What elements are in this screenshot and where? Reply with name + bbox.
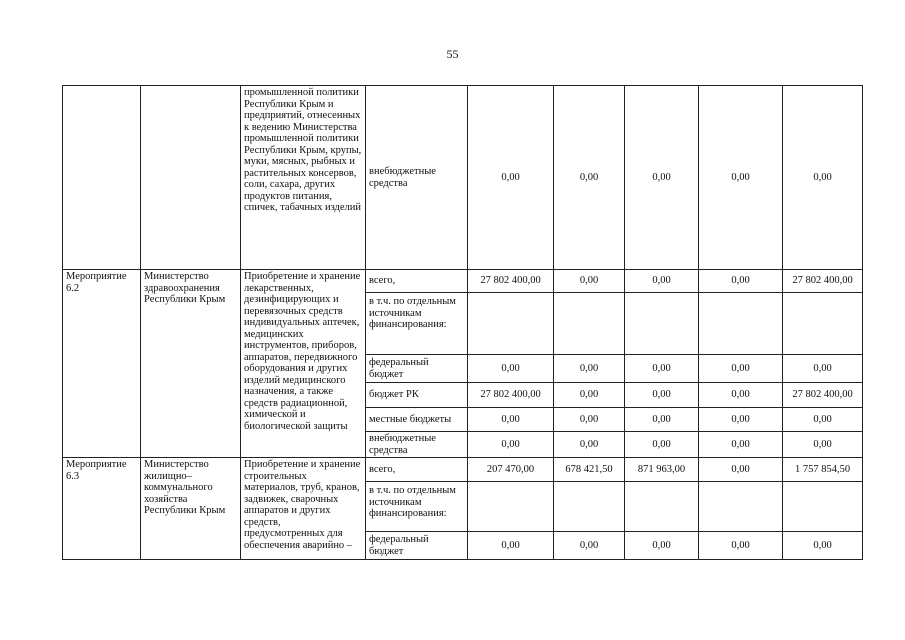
value-cell: 0,00: [468, 432, 554, 458]
measure-cell: [63, 86, 141, 270]
value-cell: 0,00: [783, 532, 863, 560]
value-cell: 0,00: [783, 86, 863, 270]
value-cell: 0,00: [783, 432, 863, 458]
value-cell: 0,00: [625, 383, 699, 408]
value-cell: 0,00: [699, 270, 783, 293]
value-cell: 27 802 400,00: [783, 383, 863, 408]
value-cell: [468, 293, 554, 355]
value-cell: 0,00: [554, 532, 625, 560]
value-cell: 0,00: [699, 408, 783, 432]
value-cell: 0,00: [468, 408, 554, 432]
page-number: 55: [446, 47, 459, 61]
value-cell: 0,00: [699, 383, 783, 408]
value-cell: 0,00: [554, 86, 625, 270]
value-cell: 0,00: [468, 532, 554, 560]
value-cell: [783, 293, 863, 355]
value-cell: 0,00: [625, 270, 699, 293]
source-cell: бюджет РК: [366, 383, 468, 408]
value-cell: 0,00: [554, 432, 625, 458]
value-cell: 0,00: [554, 383, 625, 408]
budget-table: [62, 85, 863, 560]
value-cell: 0,00: [699, 432, 783, 458]
executor-cell: [141, 86, 241, 270]
value-cell: 207 470,00: [468, 458, 554, 482]
value-cell: 0,00: [699, 355, 783, 383]
measure-cell: Мероприятие 6.2: [63, 270, 141, 458]
value-cell: 0,00: [554, 355, 625, 383]
source-cell: внебюджетные средства: [366, 432, 468, 458]
value-cell: 0,00: [468, 86, 554, 270]
value-cell: [554, 293, 625, 355]
source-cell: федеральный бюджет: [366, 532, 468, 560]
table-row: [63, 270, 863, 293]
description-cell: Приобретение и хранение строительных материалов, труб, кранов, задвижек, сварочных аппаратов и других средств, предусмотренных для обеспечения аварийно –: [241, 458, 366, 560]
value-cell: [783, 482, 863, 532]
value-cell: 0,00: [554, 270, 625, 293]
source-cell: внебюджетные средства: [366, 86, 468, 270]
value-cell: [699, 293, 783, 355]
value-cell: [625, 482, 699, 532]
source-cell: в т.ч. по отдельным источникам финансирования:: [366, 293, 468, 355]
value-cell: 678 421,50: [554, 458, 625, 482]
value-cell: 0,00: [625, 355, 699, 383]
value-cell: 0,00: [699, 458, 783, 482]
value-cell: 0,00: [699, 532, 783, 560]
table-row: [63, 458, 863, 482]
source-cell: всего,: [366, 458, 468, 482]
value-cell: 27 802 400,00: [783, 270, 863, 293]
value-cell: 0,00: [625, 532, 699, 560]
value-cell: 0,00: [783, 408, 863, 432]
value-cell: 0,00: [625, 432, 699, 458]
value-cell: [625, 293, 699, 355]
source-cell: в т.ч. по отдельным источникам финансирования:: [366, 482, 468, 532]
description-cell: промышленной политики Республики Крым и предприятий, отнесенных к ведению Министерства промышленной политики Республики Крым, крупы, муки, мясных, рыбных и растительных консервов, соли, сахара, других продуктов питания, спичек, табачных изделий: [241, 86, 366, 270]
measure-cell: Мероприятие 6.3: [63, 458, 141, 560]
executor-cell: Министерство жилищно–коммунального хозяйства Республики Крым: [141, 458, 241, 560]
value-cell: [554, 482, 625, 532]
source-cell: федеральный бюджет: [366, 355, 468, 383]
value-cell: 1 757 854,50: [783, 458, 863, 482]
value-cell: [699, 482, 783, 532]
value-cell: 0,00: [783, 355, 863, 383]
value-cell: 0,00: [625, 86, 699, 270]
table-row: [63, 86, 863, 270]
value-cell: 0,00: [554, 408, 625, 432]
value-cell: 27 802 400,00: [468, 270, 554, 293]
source-cell: всего,: [366, 270, 468, 293]
value-cell: 0,00: [468, 355, 554, 383]
value-cell: 0,00: [699, 86, 783, 270]
value-cell: 27 802 400,00: [468, 383, 554, 408]
value-cell: 871 963,00: [625, 458, 699, 482]
source-cell: местные бюджеты: [366, 408, 468, 432]
description-cell: Приобретение и хранение лекарственных, дезинфицирующих и перевязочных средств индивидуальных аптечек, медицинских инструментов, приборов, аппаратов, передвижного оборудования и других изделий медицинского назначения, а также средств радиационной, химической и биологической защиты: [241, 270, 366, 458]
executor-cell: Министерство здравоохранения Республики Крым: [141, 270, 241, 458]
value-cell: [468, 482, 554, 532]
value-cell: 0,00: [625, 408, 699, 432]
